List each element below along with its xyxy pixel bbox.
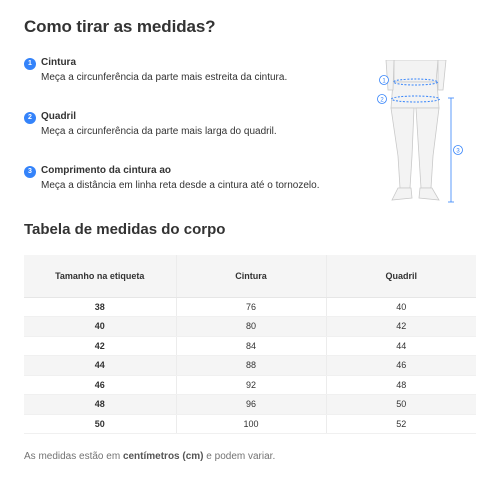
- footnote: [24, 451, 275, 462]
- table-row: [24, 317, 476, 337]
- size-cell: 40: [24, 317, 176, 337]
- step-heading: Quadril: [41, 111, 77, 122]
- hip-cell: 42: [326, 317, 476, 337]
- waist-cell: 84: [176, 336, 326, 356]
- size-cell: 48: [24, 395, 176, 415]
- footnote-unit: centímetros (cm): [122, 451, 204, 462]
- waist-cell: 100: [176, 414, 326, 434]
- size-cell: 44: [24, 356, 176, 376]
- table-title: Tabela de medidas do corpo: [24, 221, 226, 238]
- column-header-waist: Cintura: [176, 255, 326, 297]
- right-arm-shape: [438, 60, 446, 90]
- table-row: [24, 356, 476, 376]
- hip-cell: 40: [326, 297, 476, 317]
- left-arm-shape: [386, 60, 394, 90]
- hip-shape: [391, 82, 439, 108]
- waist-cell: 80: [176, 317, 326, 337]
- svg-text:1: 1: [382, 78, 386, 85]
- hip-cell: 44: [326, 336, 476, 356]
- size-cell: 50: [24, 414, 176, 434]
- hip-cell: 50: [326, 395, 476, 415]
- column-header-size: Tamanho na etiqueta: [24, 255, 176, 297]
- step-description: Meça a circunferência da parte mais estreita da cintura.: [41, 72, 288, 83]
- step-heading: Cintura: [41, 57, 76, 68]
- left-leg-shape: [391, 108, 414, 188]
- footnote-prefix: As medidas estão em: [24, 451, 123, 462]
- marker-2: [378, 95, 387, 104]
- page-title: Como tirar as medidas?: [24, 17, 216, 36]
- step-heading: Comprimento da cintura ao: [41, 165, 172, 176]
- table-row: [24, 336, 476, 356]
- waist-cell: 88: [176, 356, 326, 376]
- step-description: Meça a distância em linha reta desde a cintura até o tornozelo.: [41, 180, 320, 191]
- right-leg-shape: [416, 108, 439, 188]
- footnote-suffix: e podem variar.: [203, 451, 276, 462]
- hip-cell: 46: [326, 356, 476, 376]
- size-cell: 46: [24, 375, 176, 395]
- table-header-row: [24, 255, 476, 297]
- svg-text:2: 2: [380, 97, 384, 104]
- hip-cell: 48: [326, 375, 476, 395]
- body-measurement-figure: [376, 60, 472, 210]
- waist-cell: 76: [176, 297, 326, 317]
- column-header-hip: Quadril: [326, 255, 476, 297]
- step-number-badge: 2: [24, 112, 36, 124]
- table-row: [24, 414, 476, 434]
- size-cell: 42: [24, 336, 176, 356]
- step-number-badge: 3: [24, 166, 36, 178]
- right-foot-shape: [419, 188, 439, 200]
- size-cell: 38: [24, 297, 176, 317]
- step-number-badge: 1: [24, 58, 36, 70]
- waist-cell: 96: [176, 395, 326, 415]
- svg-text:3: 3: [456, 148, 460, 155]
- marker-3: [454, 146, 463, 155]
- table-row: [24, 375, 476, 395]
- hip-cell: 52: [326, 414, 476, 434]
- table-row: [24, 297, 476, 317]
- size-table: [24, 255, 476, 434]
- left-foot-shape: [392, 188, 412, 200]
- table-row: [24, 395, 476, 415]
- step-description: Meça a circunferência da parte mais larga do quadril.: [41, 126, 277, 137]
- marker-1: [380, 76, 389, 85]
- waist-cell: 92: [176, 375, 326, 395]
